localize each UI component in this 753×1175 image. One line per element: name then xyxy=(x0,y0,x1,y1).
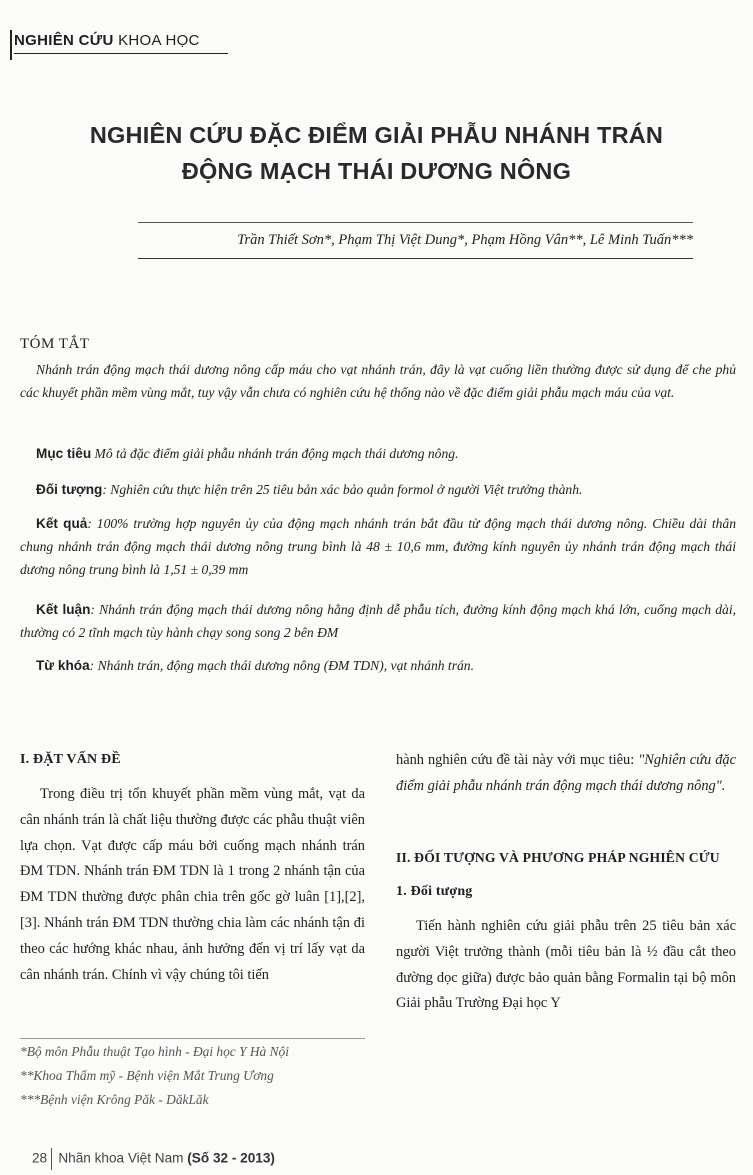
intro-paragraph: Trong điều trị tổn khuyết phần mềm vùng mắt, vạt da cân nhánh trán là chất liệu thường được các phẫu thuật viên lựa chọn. Vạt được cấp máu bởi cuống mạch nhánh trán ĐM TDN. Nhánh trán ĐM TDN là 1 trong 2 nhánh tận của ĐM TDN thường được phân chia trên gốc gờ luân [1],[2],[3]. Nhánh trán ĐM TDN thường chia làm các nhánh tận đi theo các hướng khác nhau, ảnh hưởng đến vị trí lấy vạt da cân nhánh trán. Chính vì vậy chúng tôi tiến xyxy=(20,786,365,983)
authors: Trần Thiết Sơn*, Phạm Thị Việt Dung*, Phạm Hồng Vân**, Lê Minh Tuấn*** xyxy=(237,232,693,248)
abstract-objective xyxy=(20,442,736,465)
objective-label: Mục tiêu xyxy=(36,446,92,461)
abstract-conclusion xyxy=(20,598,736,644)
keywords-text: : Nhánh trán, động mạch thái dương nông (ĐM TDN), vạt nhánh trán. xyxy=(89,658,474,673)
methods-heading: II. ĐỐI TƯỢNG VÀ PHƯƠNG PHÁP NGHIÊN CỨU xyxy=(396,850,720,865)
footnote-3: ***Bệnh viện Krông Păk - DăkLăk xyxy=(20,1092,209,1107)
results-text: : 100% trường hợp nguyên ủy của động mạch nhánh trán bắt đầu từ động mạch thái dương nông. Chiều dài thân chung nhánh trán động mạch thái dương nông trung bình là 48 ± 10,6 mm, đường kính nguyên ủy nhánh trán động mạch thái dương nông trung bình là 1,51 ± 0,39 mm xyxy=(20,516,736,577)
title-line-2: ĐỘNG MẠCH THÁI DƯƠNG NÔNG xyxy=(181,158,572,184)
abstract-keywords xyxy=(20,654,736,677)
page-footer xyxy=(32,1148,275,1170)
continuation-italic: "Nghiên cứu đặc điểm giải phẫu nhánh trán động mạch thái dương nông". xyxy=(396,752,736,794)
conclusion-text: : Nhánh trán động mạch thái dương nông hằng định dễ phẫu tích, đường kính động mạch khá lớn, cuống mạch dài, thường có 2 tĩnh mạch tùy hành chạy song song 2 bên ĐM xyxy=(20,602,737,640)
continuation-text: hành nghiên cứu đề tài này với mục tiêu: xyxy=(396,752,639,768)
section-header-bold: NGHIÊN CỨU xyxy=(14,32,114,49)
title-line-1: NGHIÊN CỨU ĐẶC ĐIỂM GIẢI PHẪU NHÁNH TRÁN xyxy=(89,122,664,148)
abstract-results xyxy=(20,512,736,581)
section-header xyxy=(14,32,228,54)
footnote-1: *Bộ môn Phẫu thuật Tạo hình - Đại học Y Hà Nội xyxy=(20,1044,289,1059)
subjects-subheading: 1. Đối tượng xyxy=(396,884,473,899)
authors-rule-top xyxy=(138,222,693,223)
subjects-label: Đối tượng xyxy=(36,482,103,497)
article-title xyxy=(20,117,733,189)
section-header-rest: KHOA HỌC xyxy=(118,32,200,49)
page-number: 28 xyxy=(32,1150,48,1166)
right-continuation xyxy=(396,748,736,800)
conclusion-label: Kết luận xyxy=(36,602,91,617)
abstract-subjects xyxy=(20,478,736,501)
results-label: Kết quả xyxy=(36,516,88,531)
objective-text: Mô tả đặc điểm giải phẫu nhánh trán động mạch thái dương nông. xyxy=(91,446,459,461)
footnote-rule xyxy=(20,1038,365,1039)
abstract-intro: Nhánh trán động mạch thái dương nông cấp máu cho vạt nhánh trán, đây là vạt cuống liền thường được sử dụng để che phủ các khuyết phần mềm vùng mắt, tuy vậy vẫn chưa có nghiên cứu hệ thống nào về đặc điểm giải phẫu mạch máu của vạt. xyxy=(20,362,736,400)
journal-issue: (Số 32 - 2013) xyxy=(187,1150,275,1166)
section-marker xyxy=(10,30,12,60)
keywords-label: Từ khóa xyxy=(36,658,90,673)
footnote-2: **Khoa Thẩm mỹ - Bệnh viện Mắt Trung Ương xyxy=(20,1068,274,1083)
authors-rule-bottom xyxy=(138,258,693,259)
footer-divider xyxy=(51,1148,52,1170)
methods-paragraph: Tiến hành nghiên cứu giải phẫu trên 25 tiêu bản xác người Việt trưởng thành (mỗi tiêu bản là ½ đầu cắt theo đường dọc giữa) được bảo quản bằng Formalin tại bộ môn Giải phẫu Trường Đại học Y xyxy=(396,918,736,1012)
journal-name: Nhãn khoa Việt Nam xyxy=(58,1150,184,1166)
abstract-heading: TÓM TẮT xyxy=(20,336,90,352)
subjects-text: : Nghiên cứu thực hiện trên 25 tiêu bản xác bảo quản formol ở người Việt trưởng thành. xyxy=(102,482,583,497)
intro-heading: I. ĐẶT VẤN ĐỀ xyxy=(20,752,121,767)
